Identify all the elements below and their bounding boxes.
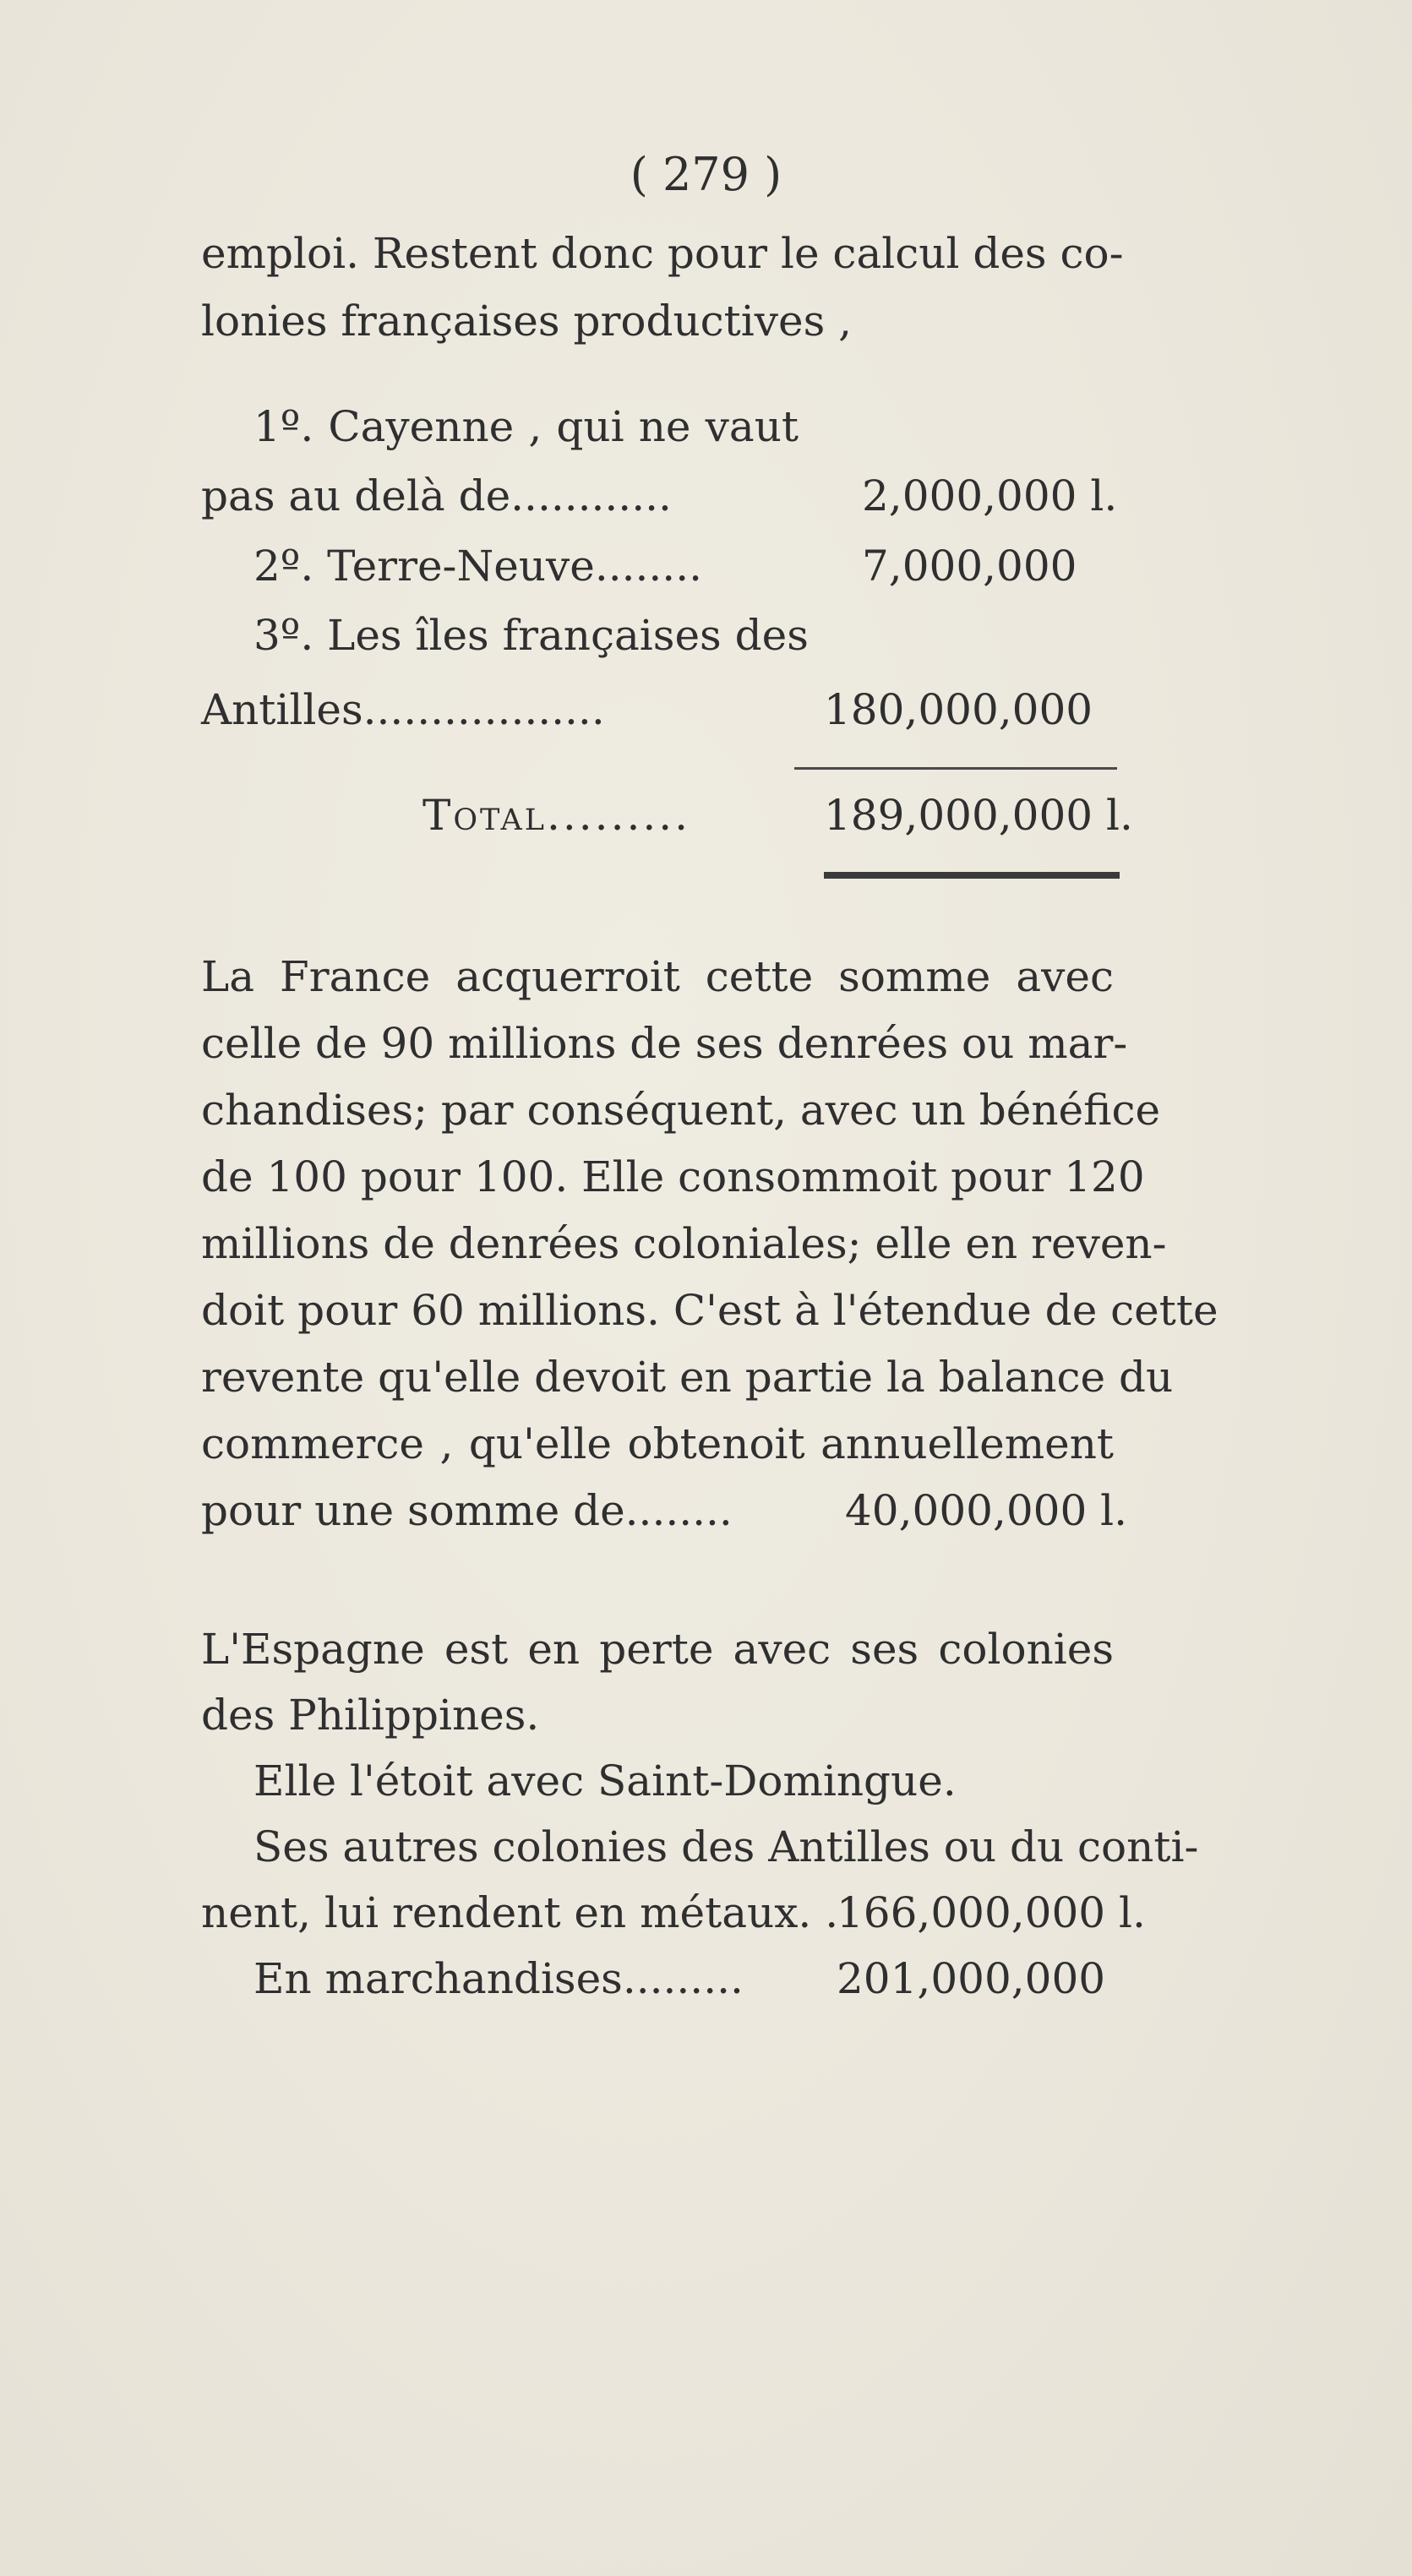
list-item-1-line-1: 1º. Cayenne , qui ne vaut	[254, 402, 799, 451]
para3-line: Elle l'étoit avec Saint-Domingue.	[254, 1756, 957, 1805]
para4-line-1: Ses autres colonies des Antilles ou du conti-	[254, 1822, 1199, 1871]
para2-line-1: L'Espagne est en perte avec ses colonies	[201, 1625, 1114, 1674]
para5-amount: 201,000,000	[837, 1954, 1106, 2003]
para4-last-amount: 166,000,000 l.	[837, 1888, 1146, 1937]
list-item-3-line-2: Antilles..................	[201, 685, 605, 734]
para4-last-label: nent, lui rendent en métaux. .	[201, 1888, 839, 1937]
total-label: Total.........	[423, 791, 691, 840]
para2-line-2: des Philippines.	[201, 1691, 540, 1740]
para1-line-6: doit pour 60 millions. C'est à l'étendue de cette	[201, 1286, 1218, 1335]
para1-line-3: chandises; par conséquent, avec un bénéfice	[201, 1086, 1161, 1135]
para1-line-5: millions de denrées coloniales; elle en reven-	[201, 1219, 1167, 1268]
list-item-2-amount: 7,000,000	[862, 542, 1077, 591]
list-item-2-line-1: 2º. Terre-Neuve........	[254, 542, 702, 591]
sum-rule	[794, 767, 1117, 770]
para5-label: En marchandises.........	[254, 1954, 744, 2003]
total-rule	[824, 872, 1120, 879]
list-item-1-amount: 2,000,000 l.	[862, 471, 1118, 520]
para1-line-8: commerce , qu'elle obtenoit annuellement	[201, 1419, 1114, 1468]
total-amount: 189,000,000 l.	[824, 791, 1133, 840]
intro-line-2: lonies françaises productives ,	[201, 297, 853, 346]
intro-line-1: emploi. Restent donc pour le calcul des co-	[201, 229, 1124, 278]
list-item-1-line-2: pas au delà de............	[201, 471, 672, 520]
para1-line-4: de 100 pour 100. Elle consommoit pour 120	[201, 1152, 1145, 1201]
list-item-3-amount: 180,000,000	[824, 685, 1093, 734]
para1-line-1: La France acquerroit cette somme avec	[201, 952, 1114, 1001]
page-number: ( 279 )	[630, 148, 782, 201]
para1-line-7: revente qu'elle devoit en partie la balance du	[201, 1353, 1174, 1402]
para1-last-amount: 40,000,000 l.	[845, 1486, 1128, 1535]
para1-last-label: pour une somme de........	[201, 1486, 733, 1535]
para1-line-2: celle de 90 millions de ses denrées ou mar-	[201, 1019, 1128, 1068]
list-item-3-line-1: 3º. Les îles françaises des	[254, 611, 809, 660]
